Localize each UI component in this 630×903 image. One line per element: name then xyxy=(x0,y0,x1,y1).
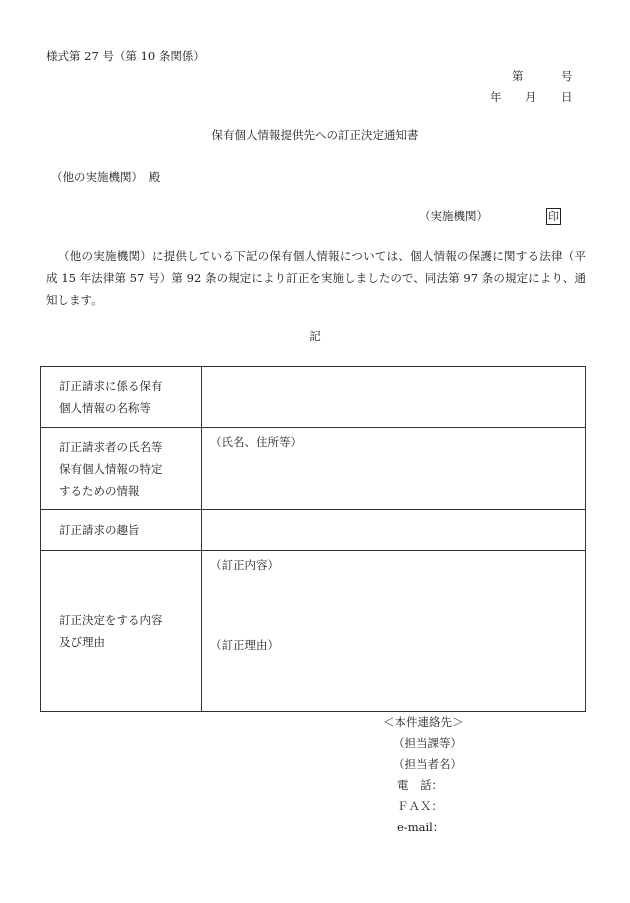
row-label-requester: 訂正請求者の氏名等 保有個人情報の特定 するための情報 xyxy=(41,428,202,510)
form-number: 様式第 27 号（第 10 条関係） xyxy=(46,49,205,63)
row-label-purpose: 訂正請求の趣旨 xyxy=(41,510,202,551)
sender-label: （実施機関） xyxy=(419,209,488,223)
contact-email: e-mail： xyxy=(397,820,445,834)
table-row xyxy=(41,551,586,712)
requester-note: （氏名、住所等） xyxy=(210,435,302,449)
row-label-info-name: 訂正請求に係る保有 個人情報の名称等 xyxy=(41,367,202,428)
correction-table xyxy=(40,366,586,712)
contact-fax: ＦＡＸ： xyxy=(397,799,443,813)
body-paragraph: （他の実施機関）に提供している下記の保有個人情報については、個人情報の保護に関する法律（平成 15 年法律第 57 号）第 92 条の規定により訂正を実施しましたので、同法第 97 条の規定により、通知します。 xyxy=(46,249,586,307)
date-month: 月 xyxy=(525,90,537,104)
contact-dept: （担当課等） xyxy=(393,736,462,750)
correction-reason-note: （訂正理由） xyxy=(210,638,279,652)
contact-heading: ＜本件連絡先＞ xyxy=(383,715,464,729)
row-value-decision[interactable] xyxy=(202,551,586,712)
table-row xyxy=(41,510,586,551)
row-value-info-name[interactable] xyxy=(202,367,586,428)
contact-person: （担当者名） xyxy=(393,757,462,771)
table-row xyxy=(41,367,586,428)
document-title: 保有個人情報提供先への訂正決定通知書 xyxy=(211,128,419,142)
date-year: 年 xyxy=(490,90,502,104)
ki-heading: 記 xyxy=(309,329,321,343)
seal-mark: 印 xyxy=(548,210,559,223)
row-label-decision: 訂正決定をする内容 及び理由 xyxy=(41,551,202,712)
contact-phone: 電 話： xyxy=(397,778,443,792)
correction-content-note: （訂正内容） xyxy=(210,558,279,572)
row-value-requester[interactable] xyxy=(202,428,586,510)
doc-number-suffix: 号 xyxy=(561,69,573,83)
date-day: 日 xyxy=(561,90,573,104)
table-row xyxy=(41,428,586,510)
addressee: （他の実施機関） 殿 xyxy=(51,170,161,184)
contact-block xyxy=(383,712,464,838)
doc-number-prefix: 第 xyxy=(512,69,524,83)
row-value-purpose[interactable] xyxy=(202,510,586,551)
